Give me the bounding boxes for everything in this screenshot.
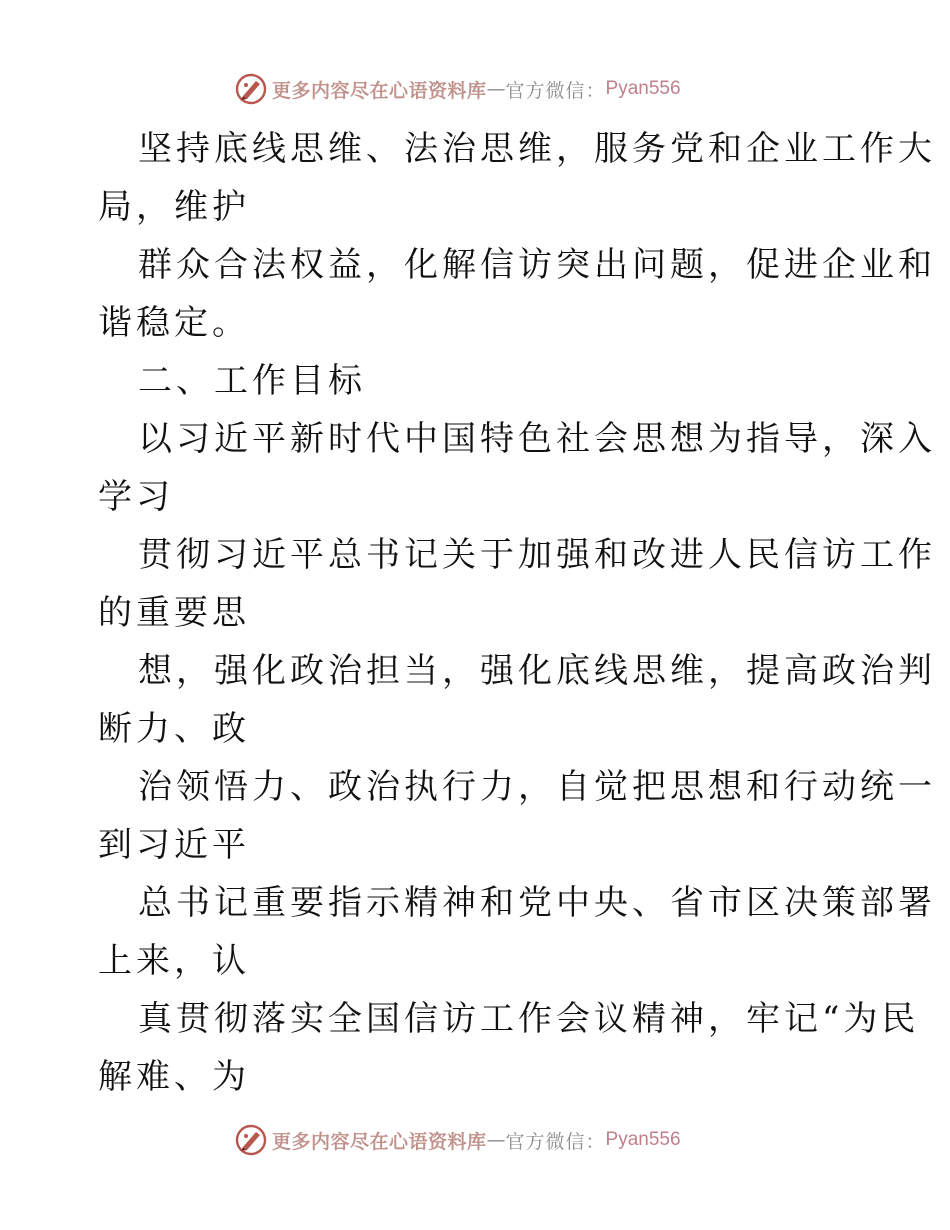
- banner-wechat-id: Pyan556: [605, 1129, 681, 1150]
- banner-site-text: 更多内容尽在心语资料库: [272, 79, 487, 102]
- banner-wechat-label: 官方微信：: [505, 1130, 606, 1153]
- banner-separator: —: [486, 1129, 506, 1151]
- header-banner: [234, 71, 714, 107]
- text-line: 断力、政: [98, 709, 250, 749]
- text-line: 解难、为: [98, 1057, 250, 1097]
- banner-site-text: 更多内容尽在心语资料库: [272, 1130, 487, 1153]
- footer-banner: [234, 1122, 714, 1158]
- text-line: 想，强化政治担当，强化底线思维，提高政治判: [138, 651, 936, 691]
- banner-separator: —: [486, 78, 506, 100]
- text-line: 学习: [98, 477, 174, 517]
- text-line: 坚持底线思维、法治思维，服务党和企业工作大: [138, 129, 936, 169]
- text-line: 真贯彻落实全国信访工作会议精神，牢记“为民: [138, 999, 920, 1039]
- text-line: 局，维护: [98, 187, 250, 227]
- banner-wechat-label: 官方微信：: [505, 79, 606, 102]
- pen-logo-icon: [234, 1123, 268, 1157]
- text-line: 贯彻习近平总书记关于加强和改进人民信访工作: [138, 535, 936, 575]
- text-line: 总书记重要指示精神和党中央、省市区决策部署: [138, 883, 936, 923]
- text-line: 的重要思: [98, 593, 250, 633]
- pen-logo-icon: [234, 72, 268, 106]
- text-line: 以习近平新时代中国特色社会思想为指导，深入: [138, 419, 936, 459]
- section-heading: 二、工作目标: [138, 361, 366, 401]
- text-line: 治领悟力、政治执行力，自觉把思想和行动统一: [138, 767, 936, 807]
- text-line: 群众合法权益，化解信访突出问题，促进企业和: [138, 245, 936, 285]
- text-line: 上来，认: [98, 941, 250, 981]
- text-line: 到习近平: [98, 825, 250, 865]
- banner-wechat-id: Pyan556: [605, 78, 681, 99]
- text-line: 谐稳定。: [98, 303, 250, 343]
